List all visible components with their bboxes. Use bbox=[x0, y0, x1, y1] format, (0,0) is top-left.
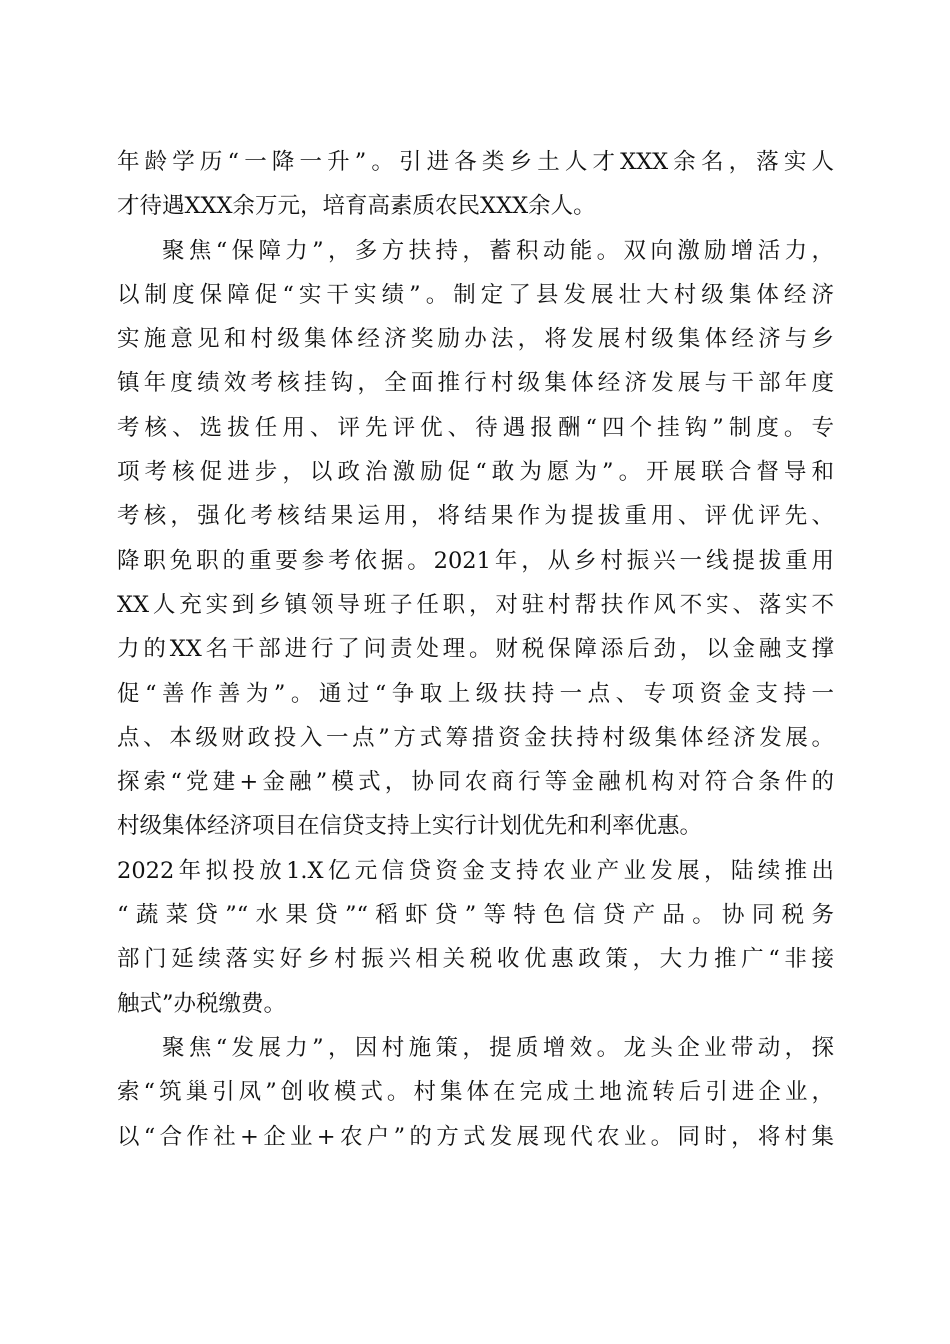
text-line: 实施意见和村级集体经济奖励办法，将发展村级集体经济与乡 bbox=[117, 326, 834, 353]
text-line: 促“善作善为”。通过“争取上级扶持一点、专项资金支持一 bbox=[117, 680, 834, 707]
text-line: 考核、选拔任用、评先评优、待遇报酬“四个挂钩”制度。专 bbox=[117, 414, 834, 441]
text-line: 点、本级财政投入一点”方式筹措资金扶持村级集体经济发展。 bbox=[117, 724, 834, 751]
text-line: 聚焦“发展力”，因村施策，提质增效。龙头企业带动，探 bbox=[162, 1034, 834, 1061]
text-line: 降职免职的重要参考依据。2021年，从乡村振兴一线提拔重用 bbox=[117, 547, 834, 574]
text-line: 索“筑巢引凤”创收模式。村集体在完成土地流转后引进企业， bbox=[117, 1079, 834, 1106]
paragraph-development bbox=[117, 1026, 834, 1159]
text-line: 探索“党建+金融”模式，协同农商行等金融机构对符合条件的 bbox=[117, 769, 834, 796]
text-line: 年龄学历“一降一升”。引进各类乡土人才XXX余名，落实人 bbox=[117, 149, 834, 175]
text-line: 触式”办税缴费。 bbox=[117, 990, 287, 1017]
text-line: 以“合作社+企业+农户”的方式发展现代农业。同时，将村集 bbox=[117, 1123, 834, 1150]
text-line: 2022年拟投放1.X亿元信贷资金支持农业产业发展，陆续推出 bbox=[117, 857, 834, 884]
paragraph-guarantee bbox=[117, 229, 834, 1026]
text-line: 以制度保障促“实干实绩”。制定了县发展壮大村级集体经济 bbox=[117, 281, 834, 308]
text-line: 村级集体经济项目在信贷支持上实行计划优先和利率优惠。 bbox=[117, 813, 703, 840]
text-line: “蔬菜贷”“水果贷”“稻虾贷”等特色信贷产品。协同税务 bbox=[117, 902, 834, 929]
text-line: 力的XX名干部进行了问责处理。财税保障添后劲，以金融支撑 bbox=[117, 636, 834, 663]
text-line: 考核，强化考核结果运用，将结果作为提拔重用、评优评先、 bbox=[117, 503, 834, 530]
text-line: XX人充实到乡镇领导班子任职，对驻村帮扶作风不实、落实不 bbox=[117, 591, 834, 618]
text-line: 聚焦“保障力”，多方扶持，蓄积动能。双向激励增活力， bbox=[162, 237, 834, 264]
text-line: 部门延续落实好乡村振兴相关税收优惠政策，大力推广“非接 bbox=[117, 946, 834, 973]
text-line: 项考核促进步，以政治激励促“敢为愿为”。开展联合督导和 bbox=[117, 459, 834, 486]
text-line: 才待遇XXX余万元，培育高素质农民XXX余人。 bbox=[117, 193, 596, 220]
paragraph-talent bbox=[117, 140, 834, 229]
document-page bbox=[117, 140, 834, 1159]
text-line: 镇年度绩效考核挂钩，全面推行村级集体经济发展与干部年度 bbox=[117, 370, 834, 397]
